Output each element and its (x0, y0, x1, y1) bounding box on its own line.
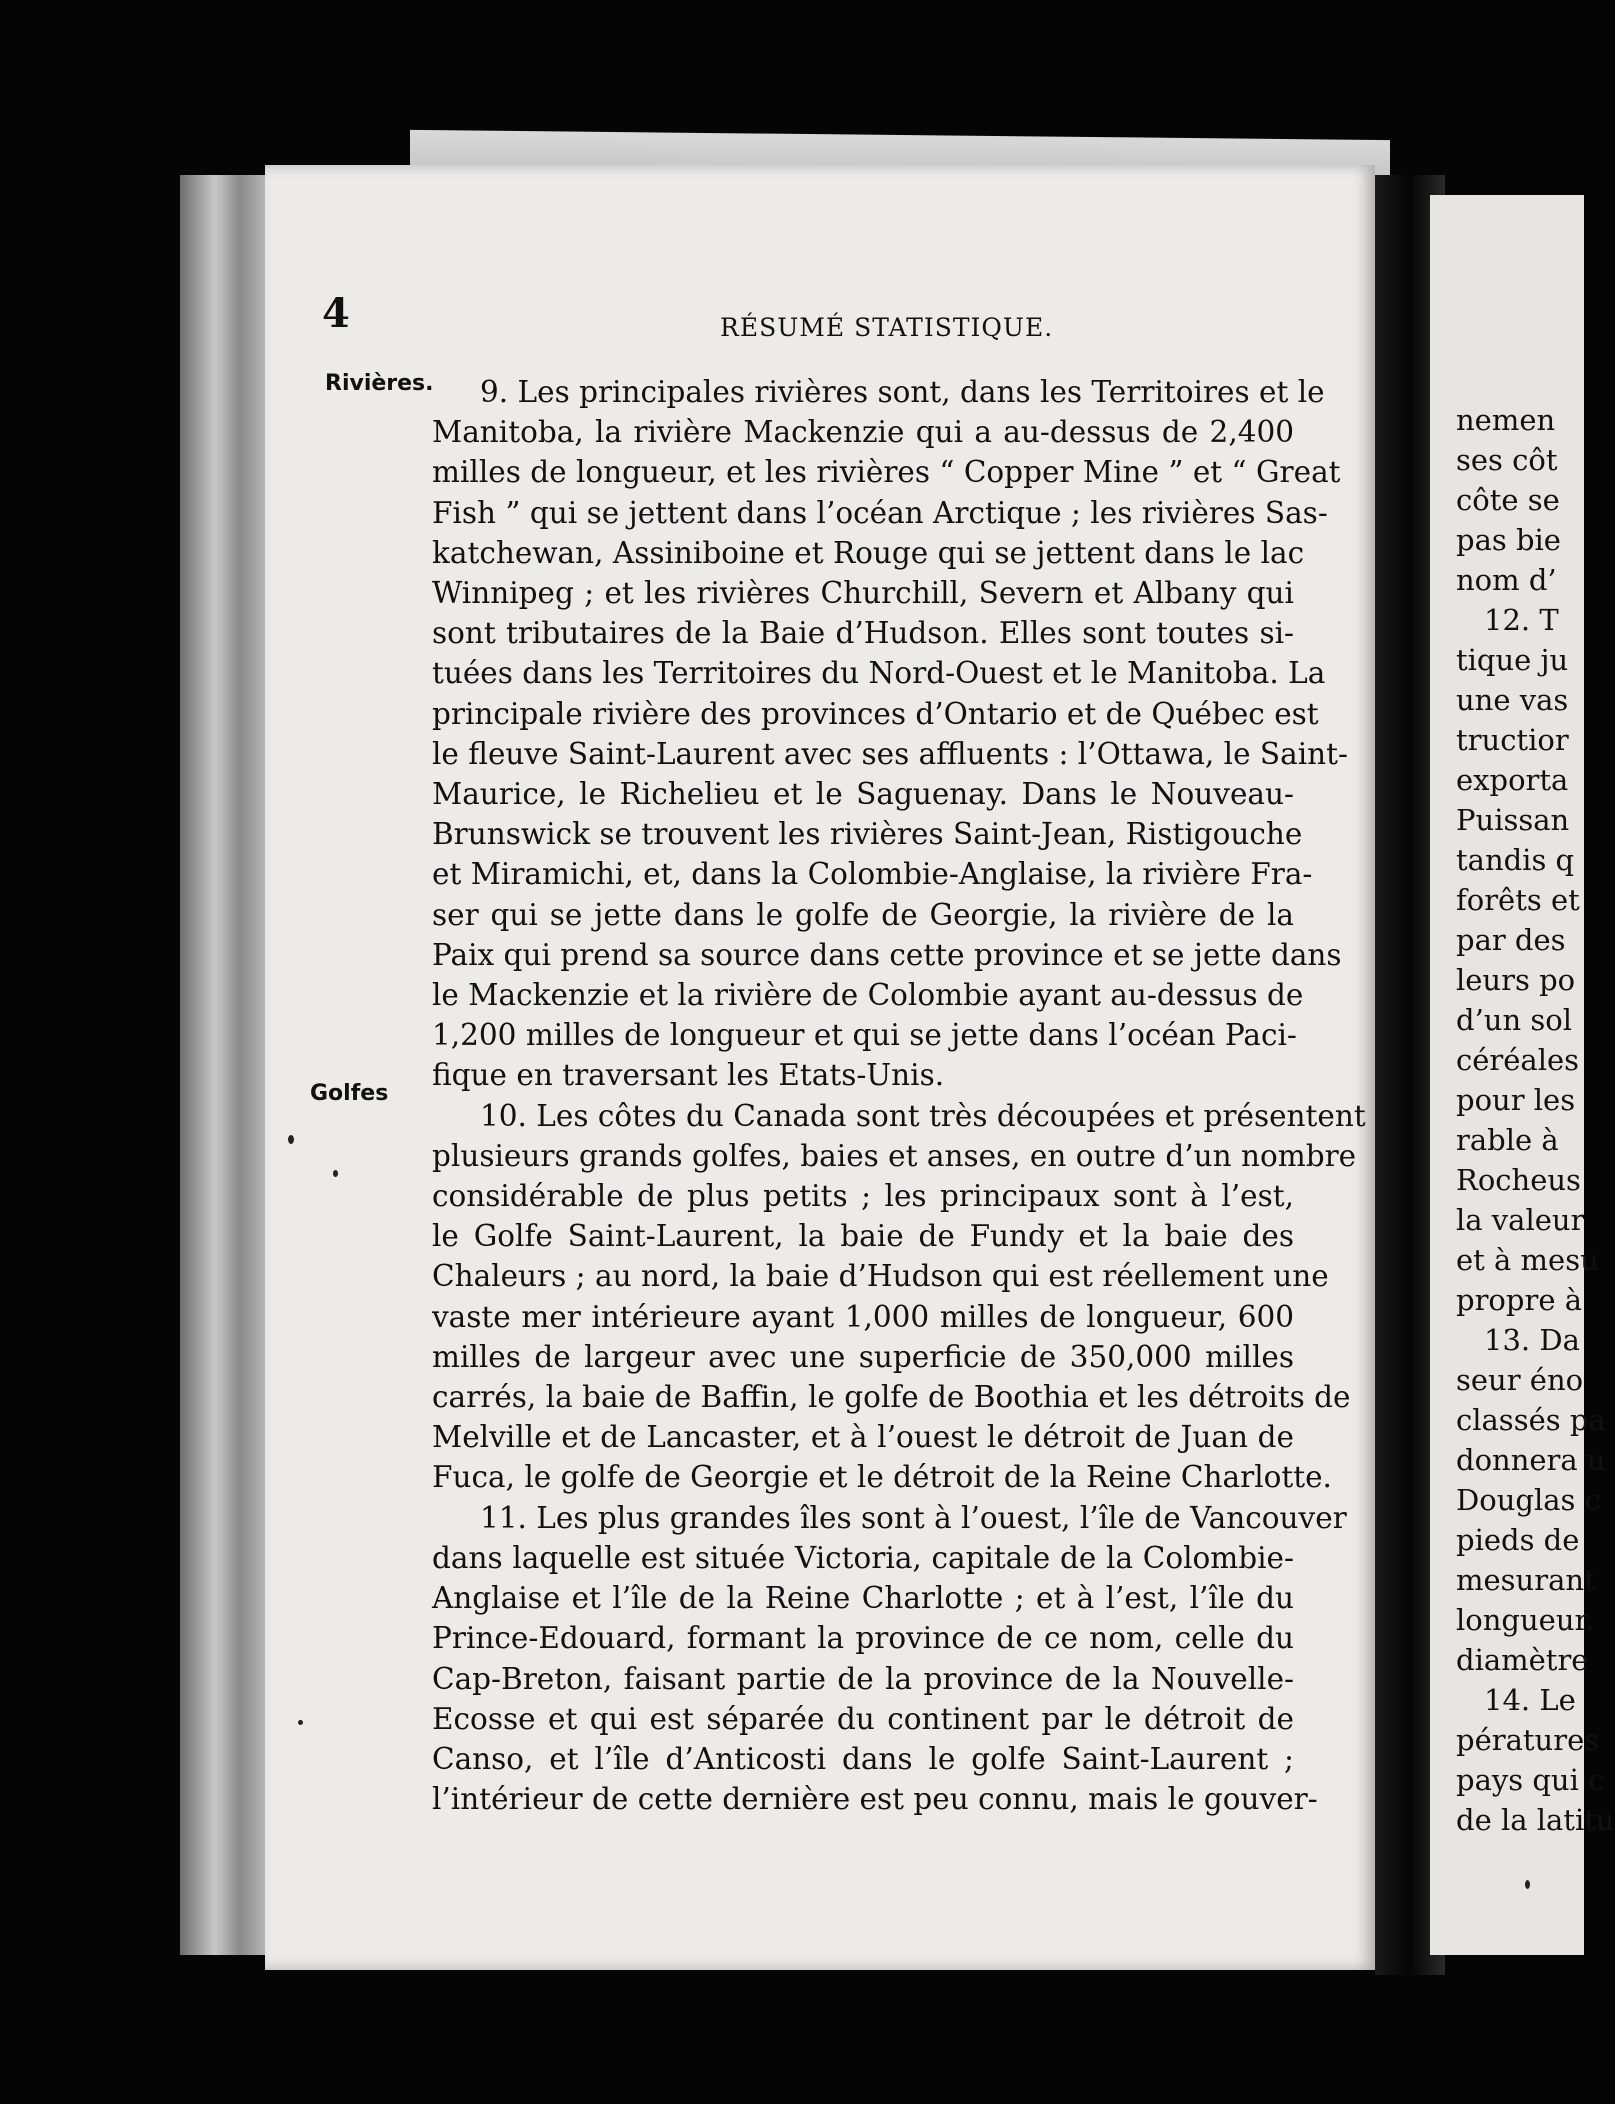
text-line: côte se (1456, 483, 1560, 517)
margin-label-golfes: Golfes (310, 1081, 389, 1106)
text-line: et Miramichi, et, dans la Colombie-Anglaise, la rivière Fra- (432, 857, 1313, 892)
running-head: RÉSUMÉ STATISTIQUE. (720, 313, 1054, 342)
text-line: vaste mer intérieure ayant 1,000 milles de longueur, 600 (432, 1299, 1294, 1334)
text-line: pour les (1456, 1083, 1576, 1117)
page-number: 4 (322, 290, 350, 337)
text-line: de la latitu (1456, 1803, 1615, 1837)
text-line: dans laquelle est située Victoria, capitale de la Colombie- (432, 1540, 1294, 1575)
text-line: tructior (1456, 723, 1569, 757)
text-line: nemen (1456, 403, 1556, 437)
text-line: carrés, la baie de Baffin, le golfe de Boothia et les détroits de (432, 1380, 1351, 1415)
text-line: 12. T (1484, 603, 1559, 637)
text-line: par des (1456, 923, 1566, 957)
text-line: et à mesu (1456, 1243, 1599, 1277)
text-line: 10. Les côtes du Canada sont très découpées et présentent (480, 1098, 1366, 1133)
text-line: Manitoba, la rivière Mackenzie qui a au-dessus de 2,400 (432, 415, 1294, 450)
text-line: céréales (1456, 1043, 1580, 1077)
text-line: Chaleurs ; au nord, la baie d’Hudson qui est réellement une (432, 1259, 1329, 1294)
ink-speck (298, 1720, 303, 1725)
text-line: nom d’ (1456, 563, 1557, 597)
text-line: 11. Les plus grandes îles sont à l’ouest, l’île de Vancouver (480, 1500, 1347, 1535)
ink-speck (288, 1135, 294, 1144)
text-line: Winnipeg ; et les rivières Churchill, Severn et Albany qui (432, 576, 1294, 611)
text-line: leurs po (1456, 963, 1576, 997)
text-line: pieds de (1456, 1523, 1580, 1557)
text-line: tique ju (1456, 643, 1569, 677)
ink-speck (333, 1170, 338, 1177)
text-line: Prince-Edouard, formant la province de ce nom, celle du (432, 1621, 1294, 1656)
text-line: donnera u (1456, 1443, 1606, 1477)
text-line: Brunswick se trouvent les rivières Saint-Jean, Ristigouche (432, 817, 1303, 852)
text-line: Douglas c (1456, 1483, 1601, 1517)
text-line: pays qui c (1456, 1763, 1605, 1797)
text-line: considérable de plus petits ; les principaux sont à l’est, (432, 1179, 1294, 1214)
text-line: katchewan, Assiniboine et Rouge qui se jettent dans le lac (432, 535, 1305, 570)
text-line: exporta (1456, 763, 1569, 797)
body-text (432, 372, 1366, 1819)
text-line: plusieurs grands golfes, baies et anses, en outre d’un nombre (432, 1138, 1357, 1173)
text-line: Canso, et l’île d’Anticosti dans le golfe Saint-Laurent ; (432, 1741, 1294, 1776)
text-line: le Golfe Saint-Laurent, la baie de Fundy et la baie des (432, 1219, 1294, 1254)
text-line: classés pa (1456, 1403, 1606, 1437)
text-line: milles de longueur, et les rivières “ Copper Mine ” et “ Great (432, 455, 1341, 490)
text-line: tuées dans les Territoires du Nord-Ouest et le Manitoba. La (432, 656, 1326, 691)
text-line: 9. Les principales rivières sont, dans les Territoires et le (480, 375, 1325, 409)
text-line: pératures (1456, 1723, 1600, 1757)
text-line: 1,200 milles de longueur et qui se jette dans l’océan Paci- (432, 1018, 1297, 1053)
text-line: seur éno (1456, 1363, 1584, 1397)
margin-label-rivieres: Rivières. (325, 371, 434, 396)
text-line: une vas (1456, 683, 1569, 717)
text-line: Maurice, le Richelieu et le Saguenay. Dans le Nouveau- (432, 777, 1294, 812)
text-line: sont tributaires de la Baie d’Hudson. Elles sont toutes si- (432, 616, 1294, 651)
text-line: diamètre (1456, 1643, 1589, 1677)
ink-speck (1525, 1880, 1530, 1889)
text-line: Anglaise et l’île de la Reine Charlotte ; et à l’est, l’île du (432, 1581, 1294, 1616)
right-page-text (1456, 400, 1615, 1840)
text-line: forêts et (1456, 883, 1580, 917)
text-line: Ecosse et qui est séparée du continent par le détroit de (432, 1701, 1294, 1736)
text-line: 13. Da (1484, 1323, 1580, 1357)
text-line: rable à (1456, 1123, 1559, 1157)
text-line: milles de largeur avec une superficie de 350,000 milles (432, 1339, 1294, 1374)
text-line: Melville et de Lancaster, et à l’ouest le détroit de Juan de (432, 1420, 1294, 1455)
text-line: tandis q (1456, 843, 1575, 877)
text-line: Cap-Breton, faisant partie de la province de la Nouvelle- (432, 1661, 1294, 1696)
right-page (1430, 195, 1615, 1955)
text-line: fique en traversant les Etats-Unis. (432, 1058, 945, 1093)
text-line: Fish ” qui se jettent dans l’océan Arctique ; les rivières Sas- (432, 495, 1328, 530)
text-line: ser qui se jette dans le golfe de Georgie, la rivière de la (432, 897, 1294, 932)
text-line: Fuca, le golfe de Georgie et le détroit de la Reine Charlotte. (432, 1460, 1332, 1495)
text-line: d’un sol (1456, 1003, 1572, 1037)
text-line: propre à (1456, 1283, 1582, 1317)
text-line: principale rivière des provinces d’Ontario et de Québec est (432, 696, 1319, 731)
text-line: Paix qui prend sa source dans cette province et se jette dans (432, 937, 1342, 972)
text-line: 14. Le (1484, 1683, 1576, 1717)
text-line: le Mackenzie et la rivière de Colombie ayant au-dessus de (432, 978, 1304, 1013)
text-line: ses côt (1456, 443, 1558, 477)
text-line: l’intérieur de cette dernière est peu connu, mais le gouver- (432, 1782, 1318, 1817)
text-line: le fleuve Saint-Laurent avec ses affluents : l’Ottawa, le Saint- (432, 736, 1348, 771)
text-line: Rocheus (1456, 1163, 1581, 1197)
text-line: la valeur (1456, 1203, 1585, 1237)
text-line: longueur. (1456, 1603, 1595, 1637)
text-line: Puissan (1456, 803, 1570, 837)
text-line: mesurant (1456, 1563, 1596, 1597)
text-line: pas bie (1456, 523, 1561, 557)
